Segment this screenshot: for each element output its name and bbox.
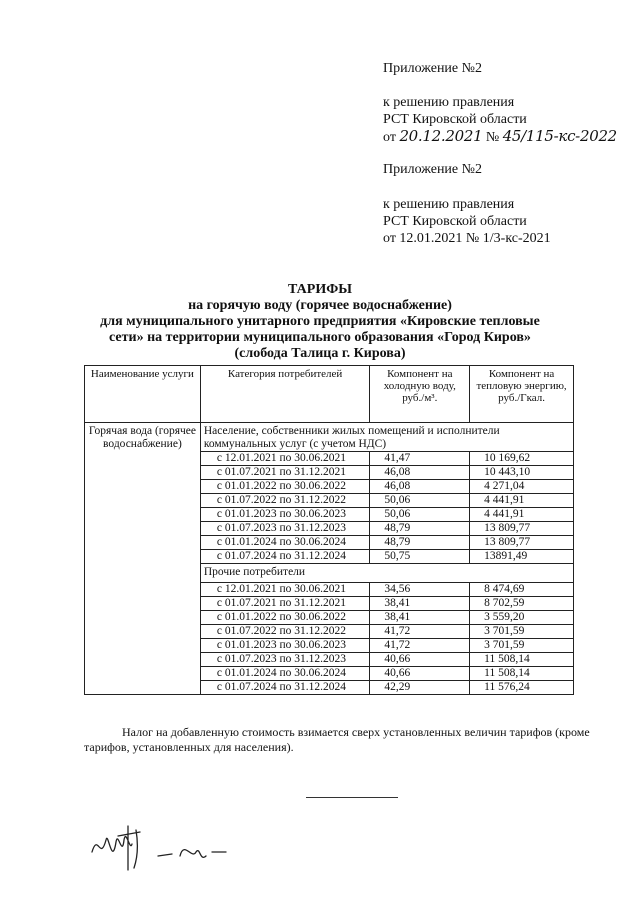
- cold-cell: 46,08: [370, 480, 470, 494]
- service-name: Горячая вода (горячее водоснабжение): [85, 423, 201, 695]
- cold-cell: 50,06: [370, 508, 470, 522]
- heat-cell: 4 441,91: [470, 508, 574, 522]
- period-cell: с 01.07.2021 по 31.12.2021: [200, 597, 370, 611]
- header-heat: Компонент на тепловую энергию, руб./Гкал.: [470, 366, 574, 423]
- heat-cell: 3 701,59: [470, 625, 574, 639]
- cold-cell: 46,08: [370, 466, 470, 480]
- heat-cell: 13 809,77: [470, 522, 574, 536]
- cold-cell: 41,72: [370, 639, 470, 653]
- period-cell: с 01.01.2024 по 30.06.2024: [200, 667, 370, 681]
- number-sign: №: [485, 130, 500, 145]
- handwritten-date: 20.12.2021: [399, 127, 483, 145]
- cold-cell: 48,79: [370, 536, 470, 550]
- cold-cell: 48,79: [370, 522, 470, 536]
- header-service: Наименование услуги: [85, 366, 201, 423]
- heat-cell: 3 701,59: [470, 639, 574, 653]
- vat-note: Налог на добавленную стоимость взимается сверх установленных величин тарифов (кроме тарифов, установленных для населения).: [84, 725, 590, 754]
- decision-ref-2: от 12.01.2021 № 1/3-кс-2021: [383, 231, 551, 246]
- period-cell: с 01.07.2023 по 31.12.2023: [200, 653, 370, 667]
- cold-cell: 40,66: [370, 653, 470, 667]
- period-cell: с 01.01.2022 по 30.06.2022: [200, 611, 370, 625]
- cold-cell: 41,47: [370, 452, 470, 466]
- heat-cell: 8 474,69: [470, 583, 574, 597]
- cold-cell: 50,06: [370, 494, 470, 508]
- decision-line-1: к решению правления: [383, 95, 515, 110]
- doc-subtitle: на горячую воду (горячее водоснабжение): [188, 298, 452, 313]
- period-cell: с 01.01.2023 по 30.06.2023: [200, 639, 370, 653]
- heat-cell: 11 508,14: [470, 667, 574, 681]
- heat-cell: 3 559,20: [470, 611, 574, 625]
- period-cell: с 01.07.2024 по 31.12.2024: [200, 681, 370, 695]
- heat-cell: 10 169,62: [470, 452, 574, 466]
- doc-subtitle-org: для муниципального унитарного предприятия «Кировские тепловые: [100, 314, 540, 329]
- heat-cell: 4 441,91: [470, 494, 574, 508]
- period-cell: с 01.07.2021 по 31.12.2021: [200, 466, 370, 480]
- group-other-label: Прочие потребители: [200, 564, 573, 583]
- heat-cell: 4 271,04: [470, 480, 574, 494]
- appendix-label-2: Приложение №2: [383, 162, 482, 177]
- doc-title: ТАРИФЫ: [288, 282, 352, 297]
- appendix-label-1: Приложение №2: [383, 61, 482, 76]
- cold-cell: 42,29: [370, 681, 470, 695]
- cold-cell: 34,56: [370, 583, 470, 597]
- authority-line-2: РСТ Кировской области: [383, 214, 527, 229]
- heat-cell: 13891,49: [470, 550, 574, 564]
- cold-cell: 38,41: [370, 611, 470, 625]
- period-cell: с 01.01.2023 по 30.06.2023: [200, 508, 370, 522]
- period-cell: с 01.07.2022 по 31.12.2022: [200, 494, 370, 508]
- cold-cell: 40,66: [370, 667, 470, 681]
- group-population-label: Население, собственники жилых помещений и исполнители коммунальных услуг (с учетом НДС): [200, 423, 573, 452]
- authority-line-1: РСТ Кировской области: [383, 112, 527, 127]
- period-cell: с 01.07.2024 по 31.12.2024: [200, 550, 370, 564]
- cold-cell: 50,75: [370, 550, 470, 564]
- heat-cell: 11 508,14: [470, 653, 574, 667]
- handwritten-number: 45/115-кс-2022: [502, 127, 617, 145]
- period-cell: с 01.01.2024 по 30.06.2024: [200, 536, 370, 550]
- cold-cell: 41,72: [370, 625, 470, 639]
- period-cell: с 01.01.2022 по 30.06.2022: [200, 480, 370, 494]
- decision-ref-1: [383, 128, 617, 146]
- period-cell: с 01.07.2022 по 31.12.2022: [200, 625, 370, 639]
- period-cell: с 01.07.2023 по 31.12.2023: [200, 522, 370, 536]
- doc-subtitle-territory: сети» на территории муниципального образования «Город Киров»: [109, 330, 531, 345]
- heat-cell: 10 443,10: [470, 466, 574, 480]
- heat-cell: 11 576,24: [470, 681, 574, 695]
- from-word: от: [383, 130, 396, 145]
- signature-scribble: [88, 822, 258, 878]
- heat-cell: 8 702,59: [470, 597, 574, 611]
- decision-line-2: к решению правления: [383, 197, 515, 212]
- period-cell: с 12.01.2021 по 30.06.2021: [200, 452, 370, 466]
- cold-cell: 38,41: [370, 597, 470, 611]
- period-cell: с 12.01.2021 по 30.06.2021: [200, 583, 370, 597]
- header-category: Категория потребителей: [200, 366, 370, 423]
- doc-subtitle-area: (слобода Талица г. Кирова): [234, 346, 406, 361]
- header-cold: Компонент на холодную воду, руб./м³.: [370, 366, 470, 423]
- tariff-table: [84, 365, 574, 695]
- heat-cell: 13 809,77: [470, 536, 574, 550]
- closing-rule: [306, 797, 398, 798]
